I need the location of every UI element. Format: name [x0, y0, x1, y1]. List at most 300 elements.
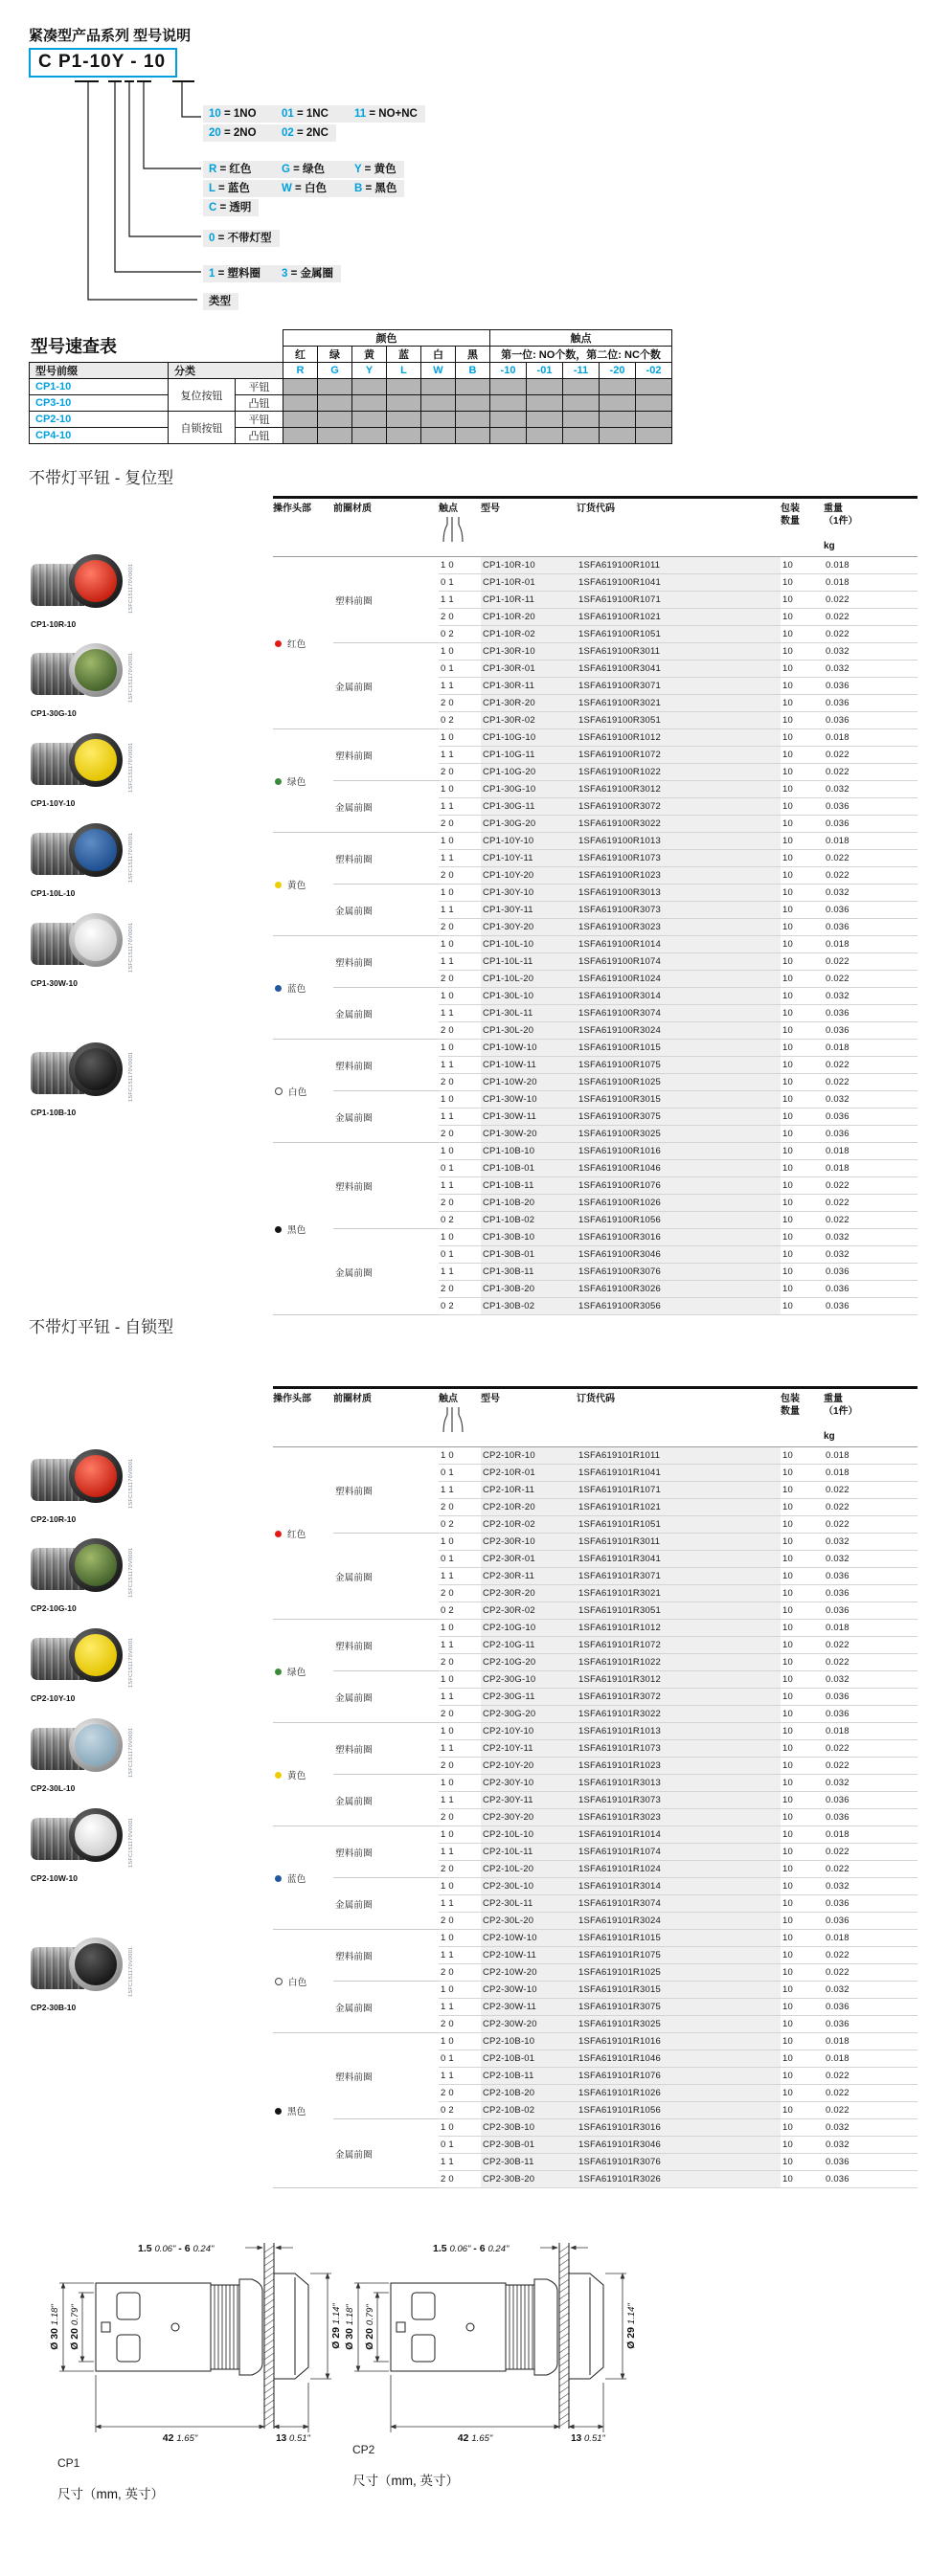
model-number: CP1-10B-20	[481, 1195, 577, 1212]
contact-config: 2 0	[439, 816, 481, 833]
order-code: 1SFA619101R1046	[577, 2050, 781, 2068]
model-number: CP2-10W-10	[481, 1930, 577, 1947]
weight-value: 0.022	[824, 609, 918, 626]
quick-cell	[456, 428, 490, 444]
order-code: 1SFA619100R1022	[577, 764, 781, 781]
photo-label: CP1-30W-10	[31, 978, 78, 988]
legend-pair: Y = 黄色	[354, 164, 397, 175]
model-number: CP2-10B-10	[481, 2033, 577, 2050]
color-label: 绿色	[287, 1667, 306, 1678]
button-cap	[75, 1544, 117, 1586]
pack-qty: 10	[781, 1109, 824, 1126]
dimension-drawing-icon	[343, 2235, 642, 2455]
dimension-drawing-cp1	[48, 2235, 347, 2460]
drawing-caption-cp1: 尺寸（mm, 英寸）	[57, 2487, 164, 2501]
table-row	[273, 1826, 918, 1844]
product-photo	[29, 1714, 136, 1797]
length-dim: 42 1.65"	[162, 2432, 198, 2444]
order-code: 1SFA619101R3051	[577, 1602, 781, 1620]
contact-config: 2 0	[439, 695, 481, 712]
model-number: CP1-30L-20	[481, 1022, 577, 1040]
order-code: 1SFA619100R3046	[577, 1246, 781, 1264]
contact-config: 2 0	[439, 867, 481, 885]
drawing-name-cp2: CP2	[352, 2443, 375, 2456]
button-cap	[75, 560, 117, 602]
contact-code: -02	[636, 363, 672, 379]
weight-value: 0.036	[824, 695, 918, 712]
order-code: 1SFA619100R3072	[577, 798, 781, 816]
model-number: CP2-10Y-11	[481, 1740, 577, 1758]
color-dot-icon	[275, 1772, 282, 1779]
dimension-drawing-icon	[48, 2235, 347, 2455]
weight-value: 0.022	[824, 867, 918, 885]
contact-config: 2 0	[439, 609, 481, 626]
contact-config: 0 2	[439, 1602, 481, 1620]
contact-config: 2 0	[439, 764, 481, 781]
weight-value: 0.018	[824, 2033, 918, 2050]
col-weight-label: 重量 （1件）	[824, 504, 858, 526]
button-cap	[75, 1634, 117, 1676]
pack-qty: 10	[781, 850, 824, 867]
table-row	[273, 885, 918, 902]
pack-qty: 10	[781, 1005, 824, 1022]
model-number: CP2-30L-10	[481, 1878, 577, 1895]
pack-qty: 10	[781, 1177, 824, 1195]
pack-qty: 10	[781, 1551, 824, 1568]
table-row	[273, 1775, 918, 1792]
quick-cell	[600, 395, 636, 412]
weight-value: 0.036	[824, 1792, 918, 1809]
contact-config: 2 0	[439, 1706, 481, 1723]
pack-qty: 10	[781, 2033, 824, 2050]
product-photo	[29, 909, 136, 992]
pack-qty: 10	[781, 798, 824, 816]
contact-config: 1 1	[439, 1947, 481, 1964]
order-code: 1SFA619101R1051	[577, 1516, 781, 1534]
legend-pair: 11 = NO+NC	[354, 108, 418, 120]
order-code: 1SFA619100R3073	[577, 902, 781, 919]
pack-qty: 10	[781, 1844, 824, 1861]
weight-value: 0.036	[824, 1126, 918, 1143]
photo-label: CP2-10G-10	[31, 1603, 77, 1613]
quick-cell	[318, 412, 352, 428]
table-row	[273, 729, 918, 747]
page-title: 紧凑型产品系列 型号说明	[29, 28, 192, 44]
photo-code: 1SFC151170V0001	[128, 1458, 134, 1509]
order-code: 1SFA619100R3051	[577, 712, 781, 729]
weight-value: 0.032	[824, 1534, 918, 1551]
legend-pair: G = 绿色	[282, 164, 326, 175]
sub-type-label: 凸钮	[236, 428, 283, 444]
weight-value: 0.022	[824, 953, 918, 971]
contact-config: 1 0	[439, 1775, 481, 1792]
table-row	[273, 781, 918, 798]
weight-value: 0.032	[824, 1878, 918, 1895]
pack-qty: 10	[781, 1229, 824, 1246]
legend-pair: C = 透明	[209, 202, 252, 213]
color-dot-icon	[275, 1875, 282, 1882]
product-photo	[29, 639, 136, 722]
col-bezel-label: 前圈材质	[333, 504, 372, 514]
product-photo	[29, 1624, 136, 1707]
legend-line	[203, 124, 336, 142]
drawing-caption-cp2: 尺寸（mm, 英寸）	[352, 2474, 459, 2488]
pack-qty: 10	[781, 1775, 824, 1792]
quick-cell	[387, 428, 421, 444]
order-code: 1SFA619100R1012	[577, 729, 781, 747]
weight-value: 0.036	[824, 1809, 918, 1826]
weight-value: 0.036	[824, 1999, 918, 2016]
contact-config: 2 0	[439, 1126, 481, 1143]
quick-cell	[456, 412, 490, 428]
contact-config: 0 1	[439, 661, 481, 678]
model-number: CP1-10W-20	[481, 1074, 577, 1091]
contact-config: 1 0	[439, 781, 481, 798]
contact-config: 1 1	[439, 798, 481, 816]
contact-config: 1 0	[439, 729, 481, 747]
weight-value: 0.036	[824, 1281, 918, 1298]
legend-line	[203, 105, 425, 123]
model-number: CP1-10B-10	[481, 1143, 577, 1160]
contact-config: 1 1	[439, 1482, 481, 1499]
col-head-label: 操作头部	[273, 1394, 311, 1404]
photo-code: 1SFC151170V0001	[128, 742, 134, 793]
model-number: CP1-10L-20	[481, 971, 577, 988]
model-number: CP1-30G-10	[481, 781, 577, 798]
quick-cell	[527, 395, 563, 412]
quick-cell	[283, 428, 318, 444]
button-cap	[75, 739, 117, 781]
table-row	[273, 1229, 918, 1246]
order-code: 1SFA619101R1016	[577, 2033, 781, 2050]
model-number: CP1-10R-02	[481, 626, 577, 643]
model-number: CP1-30R-02	[481, 712, 577, 729]
weight-value: 0.022	[824, 971, 918, 988]
contact-config: 1 0	[439, 1982, 481, 1999]
contact-config: 1 1	[439, 1844, 481, 1861]
sub-type-label: 平钮	[236, 412, 283, 428]
button-cap	[75, 1724, 117, 1766]
color-dot-icon	[275, 985, 282, 992]
order-code: 1SFA619101R3075	[577, 1999, 781, 2016]
col-code-label: 订货代码	[577, 504, 615, 514]
bezel-material: 塑料前圈	[333, 1930, 439, 1982]
product-photo	[29, 819, 136, 902]
bezel-material: 塑料前圈	[333, 557, 439, 643]
model-number: CP2-10B-02	[481, 2102, 577, 2119]
weight-value: 0.018	[824, 574, 918, 592]
pack-qty: 10	[781, 729, 824, 747]
contact-config: 1 1	[439, 953, 481, 971]
quick-cell	[318, 395, 352, 412]
weight-value: 0.018	[824, 1160, 918, 1177]
weight-value: 0.018	[824, 1465, 918, 1482]
quick-row	[30, 379, 672, 395]
bezel-material: 塑料前圈	[333, 2033, 439, 2119]
order-code: 1SFA619101R3011	[577, 1534, 781, 1551]
pack-qty: 10	[781, 1947, 824, 1964]
model-number: CP1-10G-20	[481, 764, 577, 781]
order-code: 1SFA619101R3021	[577, 1585, 781, 1602]
order-code: 1SFA619100R3026	[577, 1281, 781, 1298]
weight-value: 0.032	[824, 1982, 918, 1999]
product-table-latching	[273, 1386, 918, 2188]
col-contact-label: 触点	[439, 504, 458, 514]
prefix-header: 型号前缀	[30, 363, 169, 379]
inner-dia-dim: Ø 20 0.79"	[69, 2304, 80, 2350]
quick-cell	[490, 395, 527, 412]
legend-pair: 0 = 不带灯型	[209, 233, 272, 244]
col-model-label: 型号	[481, 1394, 500, 1404]
pack-qty: 10	[781, 712, 824, 729]
contact-config: 1 0	[439, 885, 481, 902]
weight-value: 0.018	[824, 1040, 918, 1057]
model-number: CP2-10W-20	[481, 1964, 577, 1982]
color-label: 红色	[287, 638, 306, 650]
model-number: CP1-30G-20	[481, 816, 577, 833]
pack-qty: 10	[781, 1602, 824, 1620]
button-cap	[75, 829, 117, 871]
legend-block-colors	[203, 161, 404, 218]
quick-cell	[352, 412, 387, 428]
order-code: 1SFA619101R1073	[577, 1740, 781, 1758]
photo-code: 1SFC151170V0001	[128, 563, 134, 614]
contact-config: 0 1	[439, 1465, 481, 1482]
order-code: 1SFA619101R3012	[577, 1671, 781, 1689]
quick-table	[29, 329, 672, 444]
product-photo	[29, 550, 136, 633]
color-label: 黑色	[287, 1224, 306, 1236]
bezel-material: 金属前圈	[333, 1671, 439, 1723]
quick-table-title: 型号速查表	[31, 337, 117, 356]
weight-value: 0.032	[824, 661, 918, 678]
order-code: 1SFA619100R1051	[577, 626, 781, 643]
model-number: CP1-10G-10	[481, 729, 577, 747]
color-name-header: 蓝	[387, 347, 421, 363]
weight-value: 0.036	[824, 1568, 918, 1585]
contact-config: 1 0	[439, 988, 481, 1005]
model-number: CP2-30R-02	[481, 1602, 577, 1620]
model-number: CP2-10L-10	[481, 1826, 577, 1844]
legend-label: 类型	[203, 293, 238, 310]
category-header: 分类	[169, 363, 283, 379]
order-table	[273, 1447, 918, 2188]
order-code: 1SFA619101R3073	[577, 1792, 781, 1809]
legend-pair: 3 = 金属圈	[282, 268, 334, 280]
pack-qty: 10	[781, 936, 824, 953]
order-code: 1SFA619100R1074	[577, 953, 781, 971]
model-number: CP2-10Y-10	[481, 1723, 577, 1740]
weight-value: 0.022	[824, 1964, 918, 1982]
quick-cell	[527, 412, 563, 428]
model-number: CP1-10B-02	[481, 1212, 577, 1229]
depth-dim: 13 0.51"	[276, 2433, 310, 2444]
product-photo	[29, 1804, 136, 1887]
color-name-header: 绿	[318, 347, 352, 363]
pack-qty: 10	[781, 1195, 824, 1212]
model-number: CP1-10W-10	[481, 1040, 577, 1057]
color-label: 黄色	[287, 880, 306, 891]
bezel-material: 金属前圈	[333, 988, 439, 1040]
order-code: 1SFA619101R3023	[577, 1809, 781, 1826]
contact-config: 1 0	[439, 1447, 481, 1465]
contact-config: 2 0	[439, 1654, 481, 1671]
contact-config: 1 1	[439, 1792, 481, 1809]
order-code: 1SFA619100R1072	[577, 747, 781, 764]
contact-config: 2 0	[439, 1861, 481, 1878]
order-code: 1SFA619101R1071	[577, 1482, 781, 1499]
order-code: 1SFA619101R3074	[577, 1895, 781, 1913]
weight-value: 0.022	[824, 2085, 918, 2102]
order-code: 1SFA619101R3071	[577, 1568, 781, 1585]
weight-value: 0.022	[824, 2102, 918, 2119]
pack-qty: 10	[781, 1568, 824, 1585]
contact-code: -10	[490, 363, 527, 379]
model-number: CP2-10L-20	[481, 1861, 577, 1878]
section-title-momentary: 不带灯平钮 - 复位型	[29, 469, 174, 487]
model-number: CP1-30B-01	[481, 1246, 577, 1264]
order-code: 1SFA619101R1076	[577, 2068, 781, 2085]
quick-cell	[318, 428, 352, 444]
contact-code: -01	[527, 363, 563, 379]
quick-cell	[563, 379, 600, 395]
pack-qty: 10	[781, 1999, 824, 2016]
contact-config: 2 0	[439, 1499, 481, 1516]
category-label: 复位按钮	[169, 379, 236, 412]
color-code: Y	[352, 363, 387, 379]
table-row	[273, 833, 918, 850]
model-prefix: CP2-10	[30, 412, 169, 428]
photo-label: CP2-30L-10	[31, 1783, 76, 1793]
table-row	[273, 1671, 918, 1689]
quick-row	[30, 412, 672, 428]
weight-value: 0.018	[824, 1723, 918, 1740]
panel-thickness-dim: 1.5 0.06" - 6 0.24"	[433, 2243, 510, 2254]
product-table-momentary	[273, 496, 918, 1315]
photo-code: 1SFC151170V0001	[128, 1946, 134, 1997]
sub-type-label: 凸钮	[236, 395, 283, 412]
weight-value: 0.032	[824, 1551, 918, 1568]
pack-qty: 10	[781, 1706, 824, 1723]
col-head-label: 操作头部	[273, 504, 311, 514]
col-contact-label: 触点	[439, 1394, 458, 1404]
contact-config: 1 0	[439, 1229, 481, 1246]
order-code: 1SFA619100R1056	[577, 1212, 781, 1229]
contact-config: 2 0	[439, 1964, 481, 1982]
legend-line	[203, 265, 341, 282]
pack-qty: 10	[781, 1281, 824, 1298]
color-dot-icon	[275, 882, 282, 888]
pack-qty: 10	[781, 1913, 824, 1930]
pack-qty: 10	[781, 1212, 824, 1229]
order-code: 1SFA619100R3074	[577, 1005, 781, 1022]
table-row	[273, 1930, 918, 1947]
order-code: 1SFA619101R1072	[577, 1637, 781, 1654]
model-number: CP1-10Y-20	[481, 867, 577, 885]
model-number: CP2-30R-10	[481, 1534, 577, 1551]
pack-qty: 10	[781, 867, 824, 885]
order-code: 1SFA619100R3075	[577, 1109, 781, 1126]
color-label: 白色	[288, 1086, 307, 1098]
category-label: 自锁按钮	[169, 412, 236, 444]
table-row	[273, 936, 918, 953]
model-number: CP2-30G-10	[481, 1671, 577, 1689]
model-number: CP2-30W-20	[481, 2016, 577, 2033]
color-code: G	[318, 363, 352, 379]
quick-row	[30, 395, 672, 412]
pack-qty: 10	[781, 2154, 824, 2171]
product-photo	[29, 1534, 136, 1617]
product-photo	[29, 729, 136, 812]
col-weight-label: 重量 （1件）	[824, 1394, 858, 1417]
weight-value: 0.018	[824, 2050, 918, 2068]
photo-code: 1SFC151170V0001	[128, 1547, 134, 1598]
model-number: CP2-10B-01	[481, 2050, 577, 2068]
pack-qty: 10	[781, 1637, 824, 1654]
weight-value: 0.036	[824, 919, 918, 936]
weight-value: 0.018	[824, 1620, 918, 1637]
contact-config: 2 0	[439, 2016, 481, 2033]
pack-qty: 10	[781, 1482, 824, 1499]
bezel-material: 金属前圈	[333, 1229, 439, 1315]
weight-value: 0.036	[824, 1264, 918, 1281]
model-number: CP2-30R-01	[481, 1551, 577, 1568]
order-code: 1SFA619100R3024	[577, 1022, 781, 1040]
model-number: CP2-30G-20	[481, 1706, 577, 1723]
legend-pair: R = 红色	[209, 164, 252, 175]
order-code: 1SFA619101R1074	[577, 1844, 781, 1861]
order-code: 1SFA619101R1024	[577, 1861, 781, 1878]
legend-line	[203, 161, 404, 178]
model-number: CP1-10B-11	[481, 1177, 577, 1195]
contact-config: 1 0	[439, 643, 481, 661]
contact-symbol-icon	[441, 516, 465, 547]
photo-code: 1SFC151170V0001	[128, 922, 134, 973]
order-code: 1SFA619100R3012	[577, 781, 781, 798]
pack-qty: 10	[781, 592, 824, 609]
model-number: CP2-10R-02	[481, 1516, 577, 1534]
quick-cell	[421, 412, 456, 428]
table-row	[273, 643, 918, 661]
contact-config: 1 1	[439, 747, 481, 764]
order-code: 1SFA619100R3016	[577, 1229, 781, 1246]
contact-config: 0 2	[439, 626, 481, 643]
model-number: CP2-30W-10	[481, 1982, 577, 1999]
contact-config: 2 0	[439, 1585, 481, 1602]
contact-config: 2 0	[439, 919, 481, 936]
order-code: 1SFA619101R3026	[577, 2171, 781, 2188]
quick-cell	[283, 412, 318, 428]
bezel-material: 金属前圈	[333, 885, 439, 936]
quick-cell	[527, 428, 563, 444]
pack-qty: 10	[781, 988, 824, 1005]
contact-code: -11	[563, 363, 600, 379]
weight-value: 0.036	[824, 1602, 918, 1620]
pack-qty: 10	[781, 1091, 824, 1109]
order-code: 1SFA619100R1023	[577, 867, 781, 885]
model-number: CP2-10B-20	[481, 2085, 577, 2102]
weight-value: 0.018	[824, 1930, 918, 1947]
weight-value: 0.036	[824, 2171, 918, 2188]
weight-value: 0.022	[824, 1212, 918, 1229]
model-number: CP1-30Y-20	[481, 919, 577, 936]
contact-config: 1 0	[439, 1040, 481, 1057]
weight-value: 0.032	[824, 781, 918, 798]
pack-qty: 10	[781, 2068, 824, 2085]
model-number: CP1-30Y-10	[481, 885, 577, 902]
color-name-header: 白	[421, 347, 456, 363]
dimension-drawing-cp2	[343, 2235, 642, 2460]
